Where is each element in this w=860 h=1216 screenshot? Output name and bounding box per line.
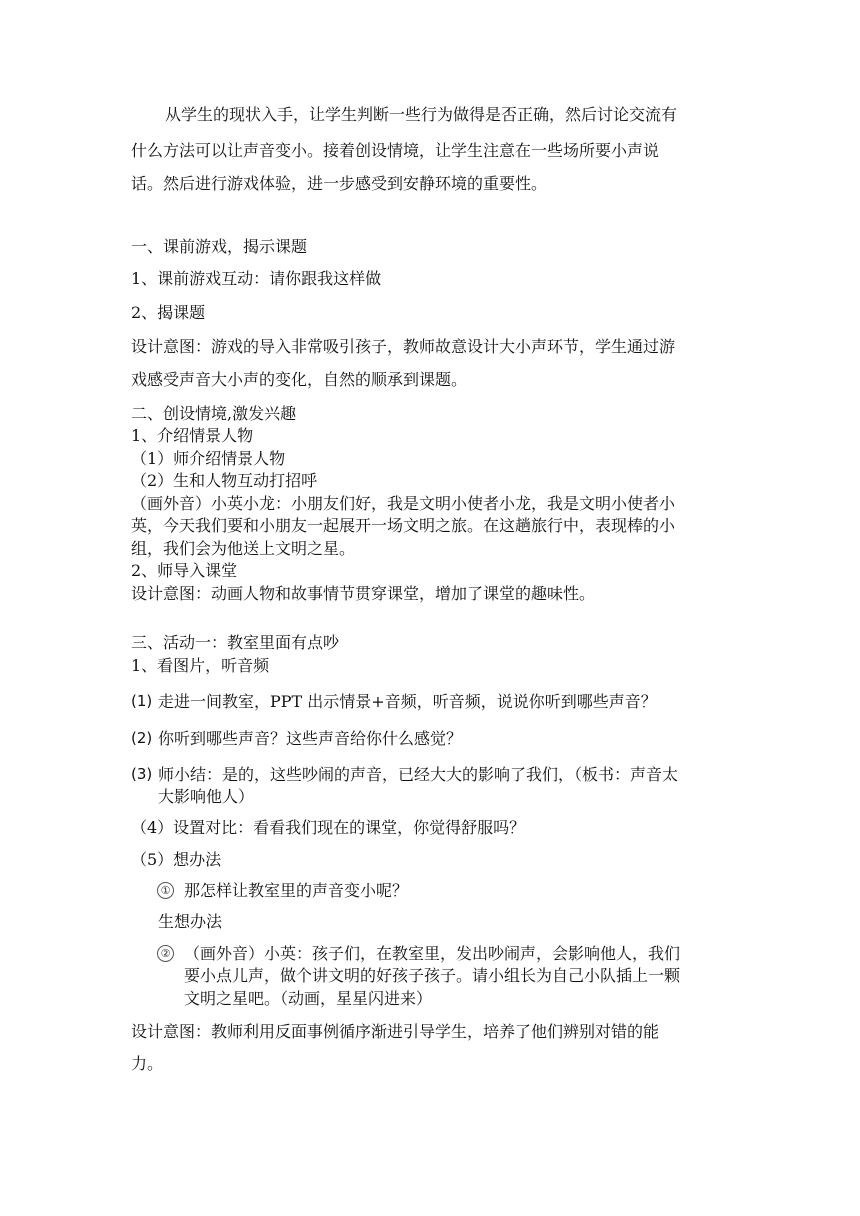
- section3-design-line-1: 设计意图：教师利用反面事例循序渐进引导学生，培养了他们辨别对错的能: [131, 1022, 660, 1041]
- students-think: 生想办法: [158, 912, 223, 931]
- section2-heading: 二、创设情境,激发兴趣: [131, 404, 297, 423]
- section2-sub2: （2）生和人物互动打招呼: [131, 471, 318, 490]
- circled-number-1: ①: [157, 882, 174, 899]
- list-item-3-line-1: 师小结：是的，这些吵闹的声音，已经大大的影响了我们，（板书：声音太: [158, 765, 679, 784]
- section2-voice-line-1: （画外音）小英小龙：小朋友们好，我是文明小使者小龙，我是文明小使者小: [131, 494, 676, 513]
- section2-voice-line-2: 英，今天我们要和小朋友一起展开一场文明之旅。在这趟旅行中，表现棒的小: [131, 516, 676, 535]
- sub-item-2-line-1: （画外音）小英：孩子们，在教室里，发出吵闹声，会影响他人，我们: [184, 944, 681, 963]
- sub-item-2-line-3: 文明之星吧。（动画，星星闪进来）: [184, 989, 433, 1008]
- intro-line-3: 话。然后进行游戏体验，进一步感受到安静环境的重要性。: [131, 174, 548, 193]
- section1-design-line-1: 设计意图：游戏的导入非常吸引孩子，教师故意设计大小声环节，学生通过游: [131, 337, 676, 356]
- list-number-3: (3): [131, 765, 153, 783]
- section2-voice-line-3: 组，我们会为他送上文明之星。: [131, 539, 356, 558]
- list-item-4: （4）设置对比：看看我们现在的课堂，你觉得舒服吗？: [131, 818, 526, 837]
- section1-item1: 1、课前游戏互动：请你跟我这样做: [131, 269, 382, 288]
- list-item-5: （5）想办法: [131, 850, 222, 869]
- list-number-1: (1): [131, 692, 153, 710]
- sub-item-2-line-2: 要小点儿声，做个讲文明的好孩子孩子。请小组长为自己小队插上一颗: [184, 966, 681, 985]
- section2-design: 设计意图：动画人物和故事情节贯穿课堂，增加了课堂的趣味性。: [131, 584, 596, 603]
- section1-item2: 2、揭课题: [131, 303, 206, 322]
- list-item-1: 走进一间教室，PPT 出示情景+音频，听音频，说说你听到哪些声音？: [158, 692, 657, 711]
- section3-heading: 三、活动一：教室里面有点吵: [131, 633, 340, 652]
- section3-item1: 1、看图片，听音频: [131, 656, 270, 675]
- intro-line-2: 什么方法可以让声音变小。接着创设情境，让学生注意在一些场所要小声说: [131, 141, 660, 160]
- sub-item-1: 那怎样让教室里的声音变小呢？: [184, 881, 409, 900]
- section2-item2: 2、师导入课堂: [131, 561, 238, 580]
- list-item-3-line-2: 大影响他人）: [158, 787, 255, 806]
- intro-line-1: 从学生的现状入手，让学生判断一些行为做得是否正确，然后讨论交流有: [165, 105, 678, 124]
- circled-number-2: ②: [157, 945, 174, 962]
- list-item-2: 你听到哪些声音？这些声音给你什么感觉？: [158, 729, 463, 748]
- section1-heading: 一、课前游戏，揭示课题: [131, 237, 308, 256]
- list-number-2: (2): [131, 729, 153, 747]
- section2-item1: 1、介绍情景人物: [131, 426, 254, 445]
- section3-design-line-2: 力。: [131, 1054, 164, 1073]
- section2-sub1: （1）师介绍情景人物: [131, 449, 286, 468]
- section1-design-line-2: 戏感受声音大小声的变化，自然的顺承到课题。: [131, 370, 468, 389]
